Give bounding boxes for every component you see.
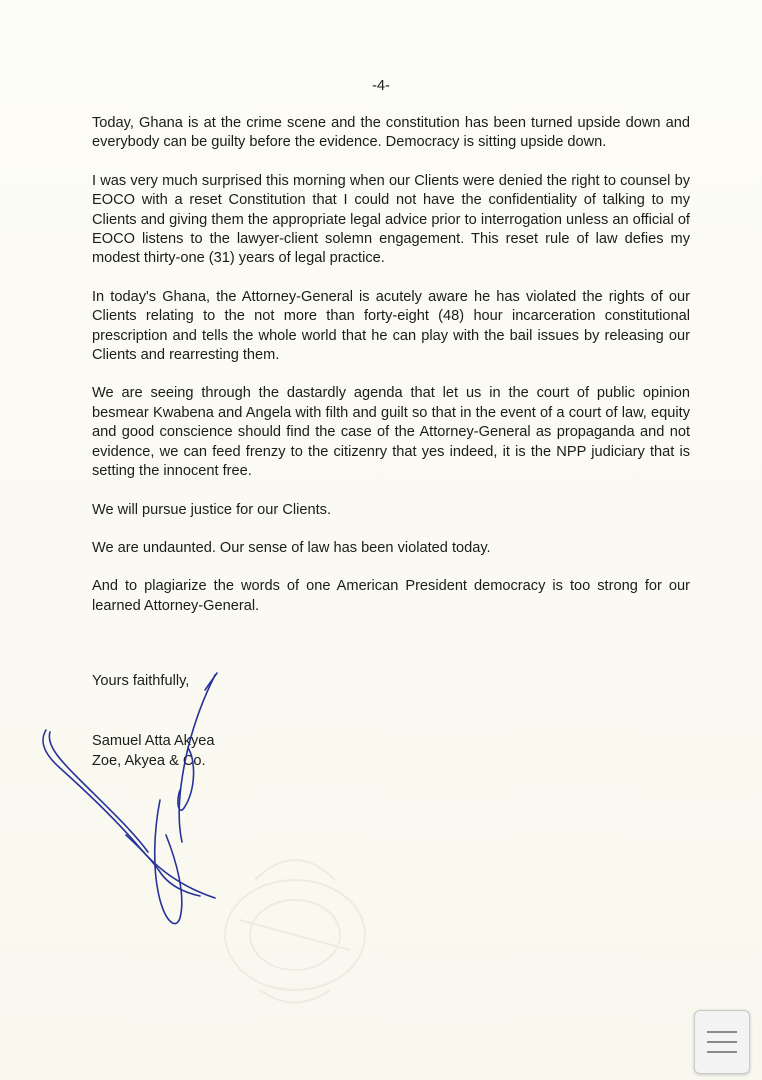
closing-salutation: Yours faithfully, (92, 673, 190, 689)
signer-name: Samuel Atta Akyea (92, 733, 215, 749)
paragraph-right-to-counsel: I was very much surprised this morning when our Clients were denied the right to counsel by EOCO with a reset Constitution that I could not have the confidentiality of talking to my Clients and giving them the appropriate legal advice prior to interrogation unless an official of EOCO listens to the lawyer-client solemn engagement. This reset rule of law defies my modest thirty-one (31) years of legal practice. (92, 172, 690, 267)
signature-block (92, 731, 215, 771)
paragraph-agenda: We are seeing through the dastardly agenda that let us in the court of public opinion besmear Kwabena and Angela with filth and guilt so that in the event of a court of law, equity and good conscience should find the case of the Attorney-General as propaganda and not evidence, we can feed frenzy to the citizenry that yes indeed, it is the NPP judiciary that is setting the innocent free. (92, 385, 690, 480)
paragraph-undaunted: We are undaunted. Our sense of law has been violated today. (92, 539, 491, 556)
menu-button[interactable] (694, 1010, 750, 1074)
paragraph-incarceration: In today's Ghana, the Attorney-General is acutely aware he has violated the rights of our Clients relating to the not more than forty-eight (48) hour incarceration constitutional prescription and tells the whole world that he can play with the bail issues by releasing our Clients and rearresting them. (92, 288, 690, 364)
menu-line-1 (707, 1031, 737, 1033)
signer-firm: Zoe, Akyea & Co. (92, 753, 206, 769)
paragraph-crime-scene: Today, Ghana is at the crime scene and the constitution has been turned upside down and everybody can be guilty before the evidence. Democracy is sitting upside down. (92, 115, 690, 151)
paragraph-pursue-justice: We will pursue justice for our Clients. (92, 501, 331, 518)
page-number: -4- (372, 78, 390, 94)
paragraph-plagiarize: And to plagiarize the words of one American President democracy is too strong for our learned Attorney-General. (92, 578, 690, 614)
menu-line-3 (707, 1051, 737, 1053)
menu-line-2 (707, 1041, 737, 1043)
letter-body (92, 114, 690, 635)
